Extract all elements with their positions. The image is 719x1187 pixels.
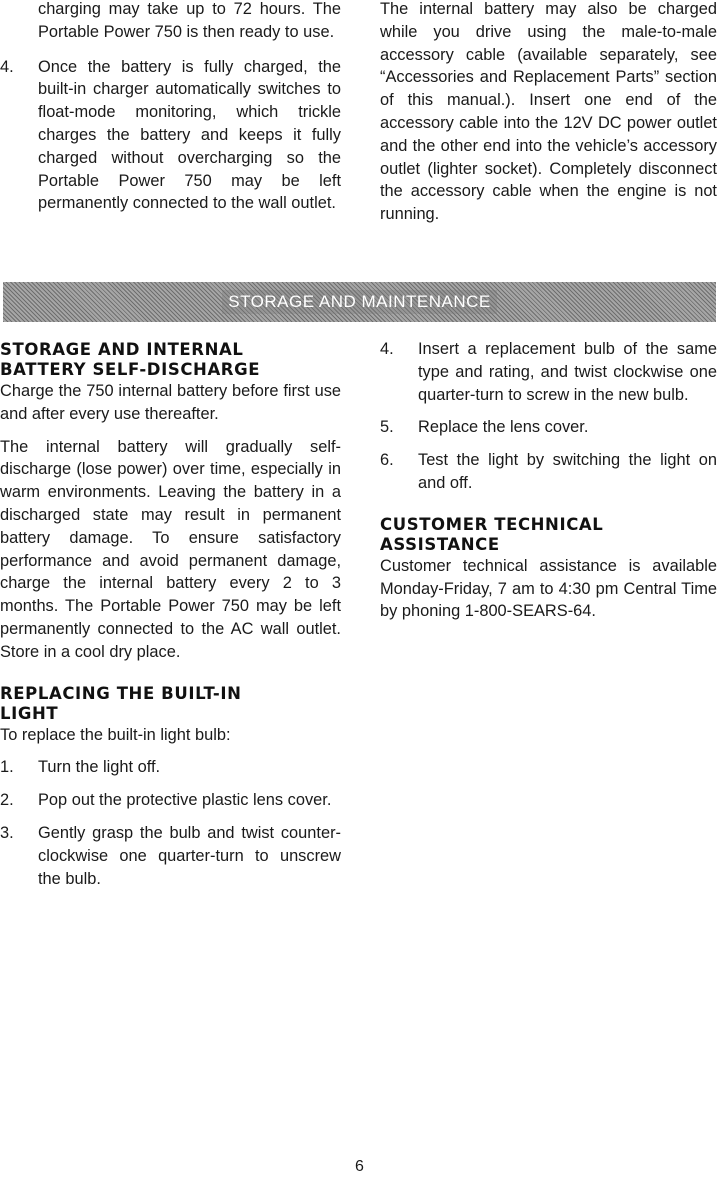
storage-heading: STORAGE AND INTERNAL BATTERY SELF-DISCHARGE: [0, 340, 261, 379]
step-text: Turn the light off.: [38, 758, 161, 777]
top-right-column: [380, 0, 717, 226]
step-5: [380, 416, 717, 439]
bottom-left-column: [0, 340, 341, 890]
step-4: [380, 338, 717, 406]
step-6: [380, 449, 717, 495]
replacing-heading: REPLACING THE BUILT-IN LIGHT: [0, 683, 242, 723]
replacing-intro: To replace the built-in light bulb:: [0, 725, 231, 744]
charging-while-driving-paragraph: The internal battery may also be charged while you drive using the male-to-male accessory cable (available separately, see “Accessories and Replacement Parts” section of this manual.). Insert one end of the accessory cable into the 12V DC power outlet and the other end into the vehicle’s accessory outlet (lighter socket). Completely disconnect the accessory cable when the engine is not running.: [380, 0, 717, 224]
step-3: [0, 822, 341, 890]
support-paragraph: Customer technical assistance is available Monday-Friday, 7 am to 4:30 pm Central Time by phoning 1-800-SEARS-64.: [380, 556, 717, 621]
item-number: 4.: [0, 57, 14, 76]
page-number: 6: [355, 1158, 364, 1175]
step-text: Test the light by switching the light on and off.: [418, 451, 717, 492]
step-1: [0, 756, 341, 779]
list-item-4-top: [0, 56, 341, 216]
step-2: [0, 789, 341, 812]
continued-text: charging may take up to 72 hours. The Portable Power 750 is then ready to use.: [38, 0, 341, 41]
section-banner: [3, 282, 716, 322]
bottom-right-column: [380, 338, 717, 623]
step-number: 1.: [0, 758, 14, 777]
section-banner-title: STORAGE AND MAINTENANCE: [222, 290, 496, 314]
list-item-continued: [0, 0, 341, 44]
storage-paragraph-2: The internal battery will gradually self-discharge (lose power) over time, especially in warm environments. Leaving the battery in a discharged state may result in permanent battery damage. To ensure satisfactory performance and avoid permanent damage, charge the internal battery every 2 to 3 months. The Portable Power 750 may be left permanently connected to the AC wall outlet. Store in a cool dry place.: [0, 437, 341, 661]
step-text: Gently grasp the bulb and twist counter-clockwise one quarter-turn to unscrew the bulb.: [38, 823, 341, 888]
step-text: Replace the lens cover.: [418, 418, 589, 437]
step-number: 6.: [380, 451, 394, 470]
step-number: 5.: [380, 418, 394, 437]
step-number: 3.: [0, 823, 14, 842]
step-text: Insert a replacement bulb of the same type and rating, and twist clockwise one quarter-turn to screw in the new bulb.: [418, 340, 717, 404]
top-left-column: [0, 0, 341, 215]
step-text: Pop out the protective plastic lens cover.: [38, 791, 332, 810]
storage-paragraph-1: Charge the 750 internal battery before first use and after every use thereafter.: [0, 382, 341, 423]
step-number: 4.: [380, 340, 394, 358]
step-number: 2.: [0, 791, 14, 810]
item-text: Once the battery is fully charged, the built-in charger automatically switches to float-mode monitoring, which trickle charges the battery and keeps it fully charged without overcharging so the Portable Power 750 may be left permanently connected to the wall outlet.: [38, 57, 341, 213]
support-heading: CUSTOMER TECHNICAL ASSISTANCE: [380, 514, 604, 554]
